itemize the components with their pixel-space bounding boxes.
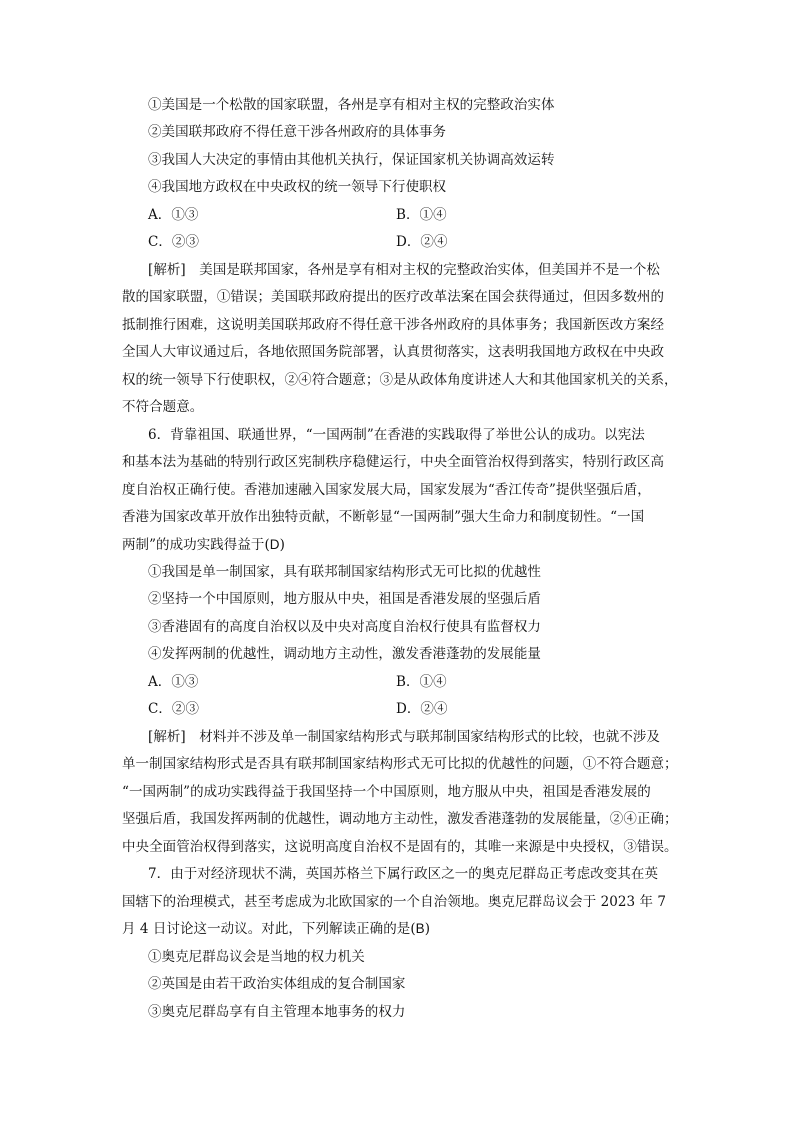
q5-option-3: ③我国人大决定的事情由其他机关执行，保证国家机关协调高效运转 xyxy=(148,152,555,168)
q7-stem-text: 月 4 日讨论这一动议。对此，下列解读正确的是( xyxy=(122,921,416,937)
q6-close-paren: ) xyxy=(279,537,285,553)
q6-answer: D xyxy=(269,537,280,552)
q6-stem-text: 两制”的成功实践得益于( xyxy=(122,537,270,553)
q6-stem-line: 和基本法为基础的特别行政区宪制秩序稳健运行，中央全面管治权得到落实，特别行政区高 xyxy=(122,454,664,470)
q6-stem-line: 香港为国家改革开放作出独特贡献，不断彰显“一国两制”强大生命力和制度韧性。“一国 xyxy=(122,509,645,525)
q5-analysis-line: [解析] 美国是联邦国家，各州是享有相对主权的完整政治实体，但美国并不是一个松 xyxy=(148,262,660,278)
q5-option-1: ①美国是一个松散的国家联盟，各州是享有相对主权的完整政治实体 xyxy=(148,97,555,113)
q6-analysis-line: [解析] 材料并不涉及单一制国家结构形式与联邦制国家结构形式的比较，也就不涉及 xyxy=(148,729,660,745)
q6-analysis-line: 中央全面管治权得到落实，这说明高度自治权不是固有的，其唯一来源是中央授权，③错误。 xyxy=(122,839,678,855)
q6-choice-d: D．②④ xyxy=(396,701,448,717)
q5-analysis-line: 不符合题意。 xyxy=(122,399,204,415)
q6-choice-b: B．①④ xyxy=(396,674,447,690)
q7-option-2: ②英国是由若干政治实体组成的复合制国家 xyxy=(148,976,406,992)
q7-close-paren: ) xyxy=(424,921,431,937)
q6-option-2: ②坚持一个中国原则，地方服从中央，祖国是香港发展的坚强后盾 xyxy=(148,591,541,607)
q6-stem-line: 6．背靠祖国、联通世界，“一国两制”在香港的实践取得了举世公认的成功。以宪法 xyxy=(148,427,645,443)
q5-choice-a: A．①③ xyxy=(148,207,199,223)
q5-analysis-line: 全国人大审议通过后，各地依照国务院部署，认真贯彻落实，这表明我国地方政权在中央政 xyxy=(122,344,664,360)
q7-stem-line: 7．由于对经济现状不满，英国苏格兰下属行政区之一的奥克尼群岛正考虑改变其在英 xyxy=(148,866,658,882)
q7-stem-last-line xyxy=(122,920,430,938)
q7-stem-line: 国辖下的治理模式，甚至考虑成为北欧国家的一个自治领地。奥克尼群岛议会于 2023 年 7 xyxy=(122,894,667,910)
q6-option-1: ①我国是单一制国家，具有联邦制国家结构形式无可比拟的优越性 xyxy=(148,564,541,580)
q5-option-4: ④我国地方政权在中央政权的统一领导下行使职权 xyxy=(148,179,447,195)
q5-analysis-line: 抵制推行困难，这说明美国联邦政府不得任意干涉各州政府的具体事务；我国新医改方案经 xyxy=(122,317,664,333)
q7-option-1: ①奥克尼群岛议会是当地的权力机关 xyxy=(148,949,365,965)
q6-analysis-line: 单一制国家结构形式是否具有联邦制国家结构形式无可比拟的优越性的问题，①不符合题意； xyxy=(122,756,678,772)
q5-choice-d: D．②④ xyxy=(396,234,448,250)
q5-choice-b: B．①④ xyxy=(396,207,447,223)
q6-stem-last-line xyxy=(122,536,285,554)
q5-analysis-line: 散的国家联盟，①错误；美国联邦政府提出的医疗改革法案在国会获得通过，但因多数州的 xyxy=(122,289,664,305)
q6-stem-line: 度自治权正确行使。香港加速融入国家发展大局，国家发展为“香江传奇”提供坚强后盾， xyxy=(122,482,651,498)
q5-choice-c: C．②③ xyxy=(148,234,200,250)
q7-option-3: ③奥克尼群岛享有自主管理本地事务的权力 xyxy=(148,1004,406,1020)
q6-option-4: ④发挥两制的优越性，调动地方主动性，激发香港蓬勃的发展能量 xyxy=(148,646,541,662)
q5-analysis-line: 权的统一领导下行使职权，②④符合题意；③是从政体角度讲述人大和其他国家机关的关系， xyxy=(122,372,678,388)
q6-analysis-line: “一国两制”的成功实践得益于我国坚持一个中国原则，地方服从中央，祖国是香港发展的 xyxy=(122,784,651,800)
q6-choice-c: C．②③ xyxy=(148,701,200,717)
q6-analysis-line: 坚强后盾，我国发挥两制的优越性，调动地方主动性，激发香港蓬勃的发展能量，②④正确； xyxy=(122,811,678,827)
q5-option-2: ②美国联邦政府不得任意干涉各州政府的具体事务 xyxy=(148,124,447,140)
q6-choice-a: A．①③ xyxy=(148,674,199,690)
q7-answer: B xyxy=(415,921,425,936)
q6-option-3: ③香港固有的高度自治权以及中央对高度自治权行使具有监督权力 xyxy=(148,619,541,635)
